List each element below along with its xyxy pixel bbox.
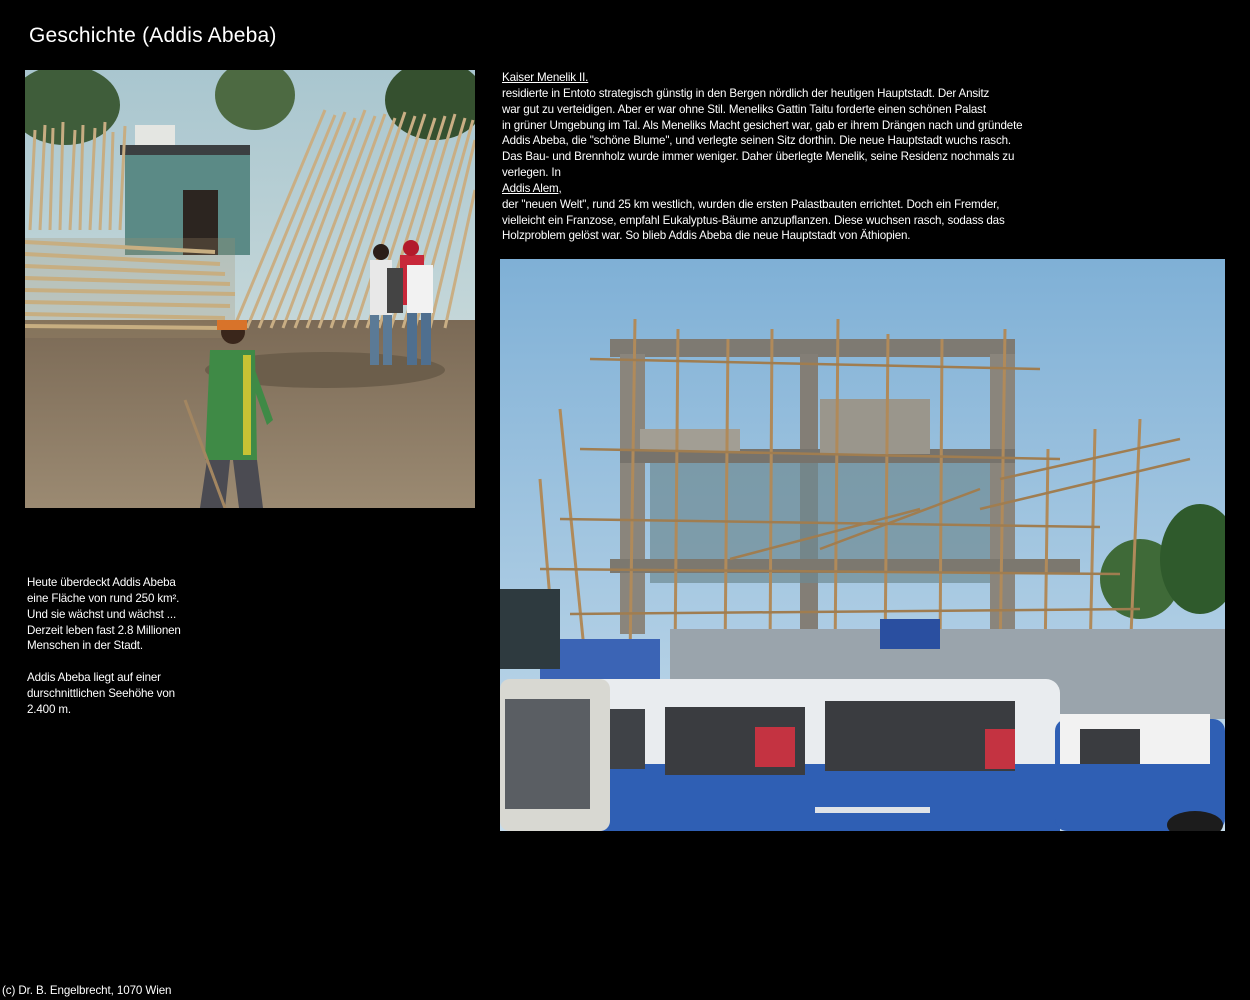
history-text-line: verlegen. In bbox=[502, 166, 561, 180]
history-text bbox=[502, 70, 1102, 244]
history-text-line: war gut zu verteidigen. Aber er war ohne Stil. Meneliks Gattin Taitu forderte einen schönen Palast bbox=[502, 102, 986, 116]
facts-line: durschnittlichen Seehöhe von bbox=[27, 686, 175, 700]
photo-eucalyptus-pole-yard bbox=[25, 70, 475, 508]
facts-line: eine Fläche von rund 250 km². bbox=[27, 591, 180, 605]
history-text-line: in grüner Umgebung im Tal. Als Meneliks Macht gesichert war, gab er ihrem Drängen nach und gründete bbox=[502, 118, 1023, 132]
page-title: Geschichte (Addis Abeba) bbox=[29, 24, 277, 47]
history-text-line: der "neuen Welt", rund 25 km westlich, wurden die ersten Palastbauten errichtet. Doch ein Fremder, bbox=[502, 197, 1000, 211]
paragraph-gap bbox=[27, 654, 227, 670]
link-kaiser-menelik[interactable]: Kaiser Menelik II. bbox=[502, 71, 589, 84]
facts-line: Addis Abeba liegt auf einer bbox=[27, 671, 161, 685]
facts-line: Heute überdeckt Addis Abeba bbox=[27, 576, 176, 589]
photo-construction-scaffolding bbox=[500, 259, 1225, 831]
history-text-line: Holzproblem gelöst war. So blieb Addis Abeba die neue Hauptstadt von Äthiopien. bbox=[502, 229, 911, 243]
facts-line: Und sie wächst und wächst ... bbox=[27, 607, 177, 621]
photo-eucalyptus-pole-yard-graphic bbox=[25, 70, 475, 508]
facts-line: Derzeit leben fast 2.8 Millionen bbox=[27, 623, 181, 637]
link-addis-alem[interactable]: Addis Alem, bbox=[502, 181, 562, 195]
history-text-line: Addis Abeba, die "schöne Blume", und verlegte seinen Sitz dorthin. Die neue Hauptstadt wuchs rasch. bbox=[502, 134, 1011, 148]
history-text-line: residierte in Entoto strategisch günstig in den Bergen nördlich der heutigen Hauptstadt. Der Ansitz bbox=[502, 86, 990, 100]
history-text-line: Das Bau- und Brennholz wurde immer weniger. Daher überlegte Menelik, seine Residenz nochmals zu bbox=[502, 150, 1015, 164]
facts-line: Menschen in der Stadt. bbox=[27, 639, 143, 653]
photo-construction-scaffolding-graphic bbox=[500, 259, 1225, 831]
footer-copyright: (c) Dr. B. Engelbrecht, 1070 Wien bbox=[2, 984, 172, 997]
history-text-line: vielleicht ein Franzose, empfahl Eukalyptus-Bäume anzupflanzen. Diese wuchsen rasch, sodass das bbox=[502, 213, 1005, 227]
facts-line: 2.400 m. bbox=[27, 702, 71, 716]
city-facts-text bbox=[27, 575, 227, 718]
